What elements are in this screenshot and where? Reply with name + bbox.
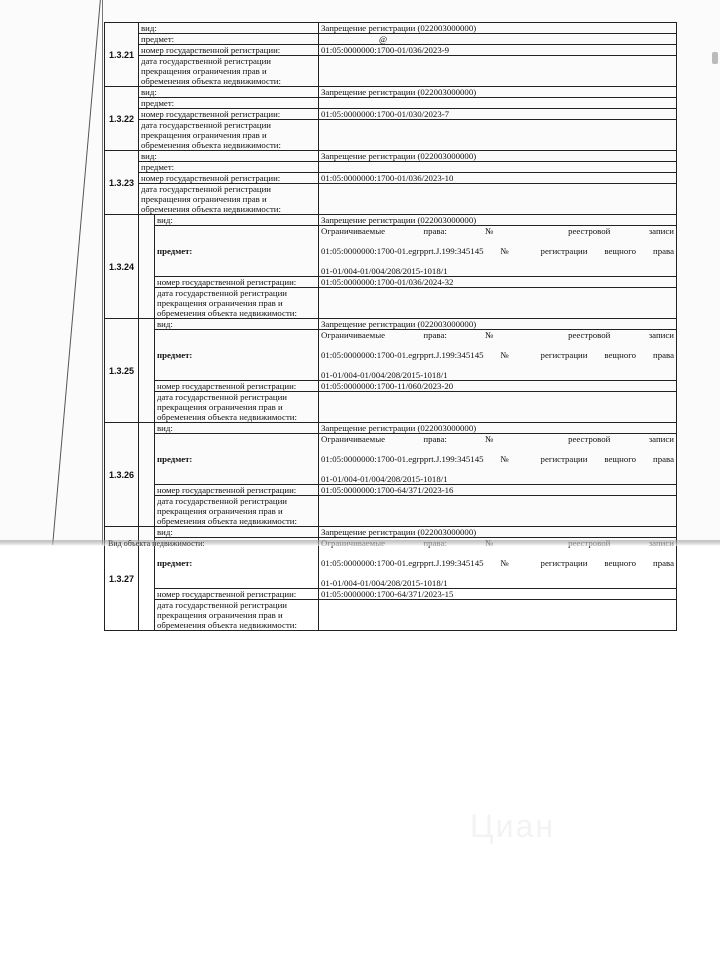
value-data [319, 392, 677, 423]
label-nomer: номер государственной регистрации: [155, 277, 319, 288]
record-row-nomer [105, 45, 677, 56]
value-data [319, 56, 677, 87]
label-data-line: обременения объекта недвижимости: [141, 76, 281, 86]
predmet-line: 01-01/004-01/004/208/2015-1018/1 [321, 578, 448, 588]
label-data-line: прекращения ограничения прав и [141, 66, 267, 76]
value-vid: Запрещение регистрации (022003000000) [319, 319, 677, 330]
label-data-line: прекращения ограничения прав и [157, 402, 283, 412]
record-row-nomer [105, 485, 677, 496]
label-vid: вид: [139, 23, 319, 34]
label-data-line: прекращения ограничения прав и [157, 298, 283, 308]
record-row-nomer [105, 173, 677, 184]
record-row-data [105, 56, 677, 87]
fold-line [52, 0, 101, 545]
record-number: 1.3.26 [105, 423, 139, 527]
label-data-line: обременения объекта недвижимости: [157, 620, 297, 630]
value-vid: Запрещение регистрации (022003000000) [319, 423, 677, 434]
predmet-line: Ограничиваемые права: № реестровой записи [321, 434, 674, 444]
value-vid: Запрещение регистрации (022003000000) [319, 151, 677, 162]
label-data-line: дата государственной регистрации [157, 392, 288, 402]
record-row-vid [105, 215, 677, 226]
label-data-line: дата государственной регистрации [157, 288, 288, 298]
value-data [319, 288, 677, 319]
watermark: Циан [470, 808, 556, 844]
label-data-line: прекращения ограничения прав и [141, 130, 267, 140]
record-row-data [105, 600, 677, 631]
label-data [155, 392, 319, 423]
record-number: 1.3.21 [105, 23, 139, 87]
value-nomer: 01:05:0000000:1700-11/060/2023-20 [319, 381, 677, 392]
value-data [319, 184, 677, 215]
value-predmet [319, 98, 677, 109]
label-data-line: обременения объекта недвижимости: [157, 308, 297, 318]
value-predmet [319, 434, 677, 485]
predmet-line: 01:05:0000000:1700-01.egrpprt.J.199:345145 № регистрации вещного права [321, 558, 674, 568]
value-data [319, 120, 677, 151]
record-row-predmet [105, 98, 677, 109]
value-nomer: 01:05:0000000:1700-01/030/2023-7 [319, 109, 677, 120]
record-row-vid [105, 23, 677, 34]
record-row-data [105, 184, 677, 215]
label-data-line: прекращения ограничения прав и [157, 506, 283, 516]
label-data-line: дата государственной регистрации [157, 600, 288, 610]
label-nomer: номер государственной регистрации: [139, 109, 319, 120]
label-vid: вид: [155, 215, 319, 226]
value-nomer: 01:05:0000000:1700-01/036/2023-9 [319, 45, 677, 56]
label-predmet: предмет: [139, 98, 319, 109]
label-data-line: дата государственной регистрации [157, 496, 288, 506]
predmet-line: 01-01/004-01/004/208/2015-1018/1 [321, 266, 448, 276]
label-nomer: номер государственной регистрации: [139, 173, 319, 184]
record-number: 1.3.27 [105, 527, 139, 631]
cut-off-text: Вид объекта недвижимости: [108, 539, 205, 548]
label-data [139, 120, 319, 151]
label-data-line: прекращения ограничения прав и [157, 610, 283, 620]
predmet-line: 01:05:0000000:1700-01.egrpprt.J.199:345145 № регистрации вещного права [321, 246, 674, 256]
value-predmet: @ [319, 34, 677, 45]
indent-cell [139, 215, 155, 319]
label-predmet: предмет: [139, 34, 319, 45]
label-data [155, 600, 319, 631]
record-row-predmet [105, 34, 677, 45]
label-nomer: номер государственной регистрации: [139, 45, 319, 56]
record-row-predmet [105, 434, 677, 485]
predmet-line: Ограничиваемые права: № реестровой записи [321, 330, 674, 340]
value-nomer: 01:05:0000000:1700-01/036/2024-32 [319, 277, 677, 288]
record-row-nomer [105, 109, 677, 120]
value-nomer: 01:05:0000000:1700-64/371/2023-15 [319, 589, 677, 600]
label-predmet: предмет: [155, 434, 319, 485]
label-vid: вид: [155, 423, 319, 434]
label-data [155, 288, 319, 319]
record-row-vid [105, 87, 677, 98]
value-data [319, 600, 677, 631]
label-data [155, 496, 319, 527]
value-vid: Запрещение регистрации (022003000000) [319, 87, 677, 98]
predmet-line: 01-01/004-01/004/208/2015-1018/1 [321, 370, 448, 380]
record-row-nomer [105, 589, 677, 600]
value-predmet [319, 162, 677, 173]
label-nomer: номер государственной регистрации: [155, 381, 319, 392]
value-vid: Запрещение регистрации (022003000000) [319, 23, 677, 34]
label-vid: вид: [155, 527, 319, 538]
label-nomer: номер государственной регистрации: [155, 589, 319, 600]
label-predmet: предмет: [155, 538, 319, 589]
record-row-predmet [105, 226, 677, 277]
record-row-predmet [105, 162, 677, 173]
record-row-vid [105, 151, 677, 162]
value-vid: Запрещение регистрации (022003000000) [319, 527, 677, 538]
label-data [139, 56, 319, 87]
label-predmet: предмет: [155, 330, 319, 381]
label-data-line: обременения объекта недвижимости: [157, 412, 297, 422]
record-number: 1.3.23 [105, 151, 139, 215]
record-number: 1.3.22 [105, 87, 139, 151]
value-predmet [319, 330, 677, 381]
label-vid: вид: [139, 151, 319, 162]
record-row-data [105, 288, 677, 319]
record-row-data [105, 392, 677, 423]
record-row-predmet [105, 330, 677, 381]
value-data [319, 496, 677, 527]
indent-cell [139, 319, 155, 423]
predmet-line: 01-01/004-01/004/208/2015-1018/1 [321, 474, 448, 484]
predmet-line: 01:05:0000000:1700-01.egrpprt.J.199:345145 № регистрации вещного права [321, 350, 674, 360]
label-data-line: обременения объекта недвижимости: [157, 516, 297, 526]
margin-line [102, 0, 103, 545]
value-predmet [319, 226, 677, 277]
record-row-data [105, 120, 677, 151]
label-data-line: дата государственной регистрации [141, 120, 272, 130]
record-number: 1.3.24 [105, 215, 139, 319]
record-row-vid [105, 423, 677, 434]
page-edge-mark [712, 52, 718, 64]
record-row-vid [105, 527, 677, 538]
predmet-line: 01:05:0000000:1700-01.egrpprt.J.199:345145 № регистрации вещного права [321, 454, 674, 464]
record-number: 1.3.25 [105, 319, 139, 423]
indent-cell [139, 423, 155, 527]
value-vid: Запрещение регистрации (022003000000) [319, 215, 677, 226]
value-nomer: 01:05:0000000:1700-01/036/2023-10 [319, 173, 677, 184]
record-row-nomer [105, 277, 677, 288]
value-nomer: 01:05:0000000:1700-64/371/2023-16 [319, 485, 677, 496]
record-row-nomer [105, 381, 677, 392]
label-data-line: дата государственной регистрации [141, 184, 272, 194]
label-data-line: обременения объекта недвижимости: [141, 140, 281, 150]
label-data-line: обременения объекта недвижимости: [141, 204, 281, 214]
label-vid: вид: [139, 87, 319, 98]
label-data [139, 184, 319, 215]
record-row-vid [105, 319, 677, 330]
label-nomer: номер государственной регистрации: [155, 485, 319, 496]
label-data-line: прекращения ограничения прав и [141, 194, 267, 204]
label-data-line: дата государственной регистрации [141, 56, 272, 66]
label-predmet: предмет: [155, 226, 319, 277]
label-predmet: предмет: [139, 162, 319, 173]
record-row-data [105, 496, 677, 527]
predmet-line: Ограничиваемые права: № реестровой записи [321, 226, 674, 236]
label-vid: вид: [155, 319, 319, 330]
